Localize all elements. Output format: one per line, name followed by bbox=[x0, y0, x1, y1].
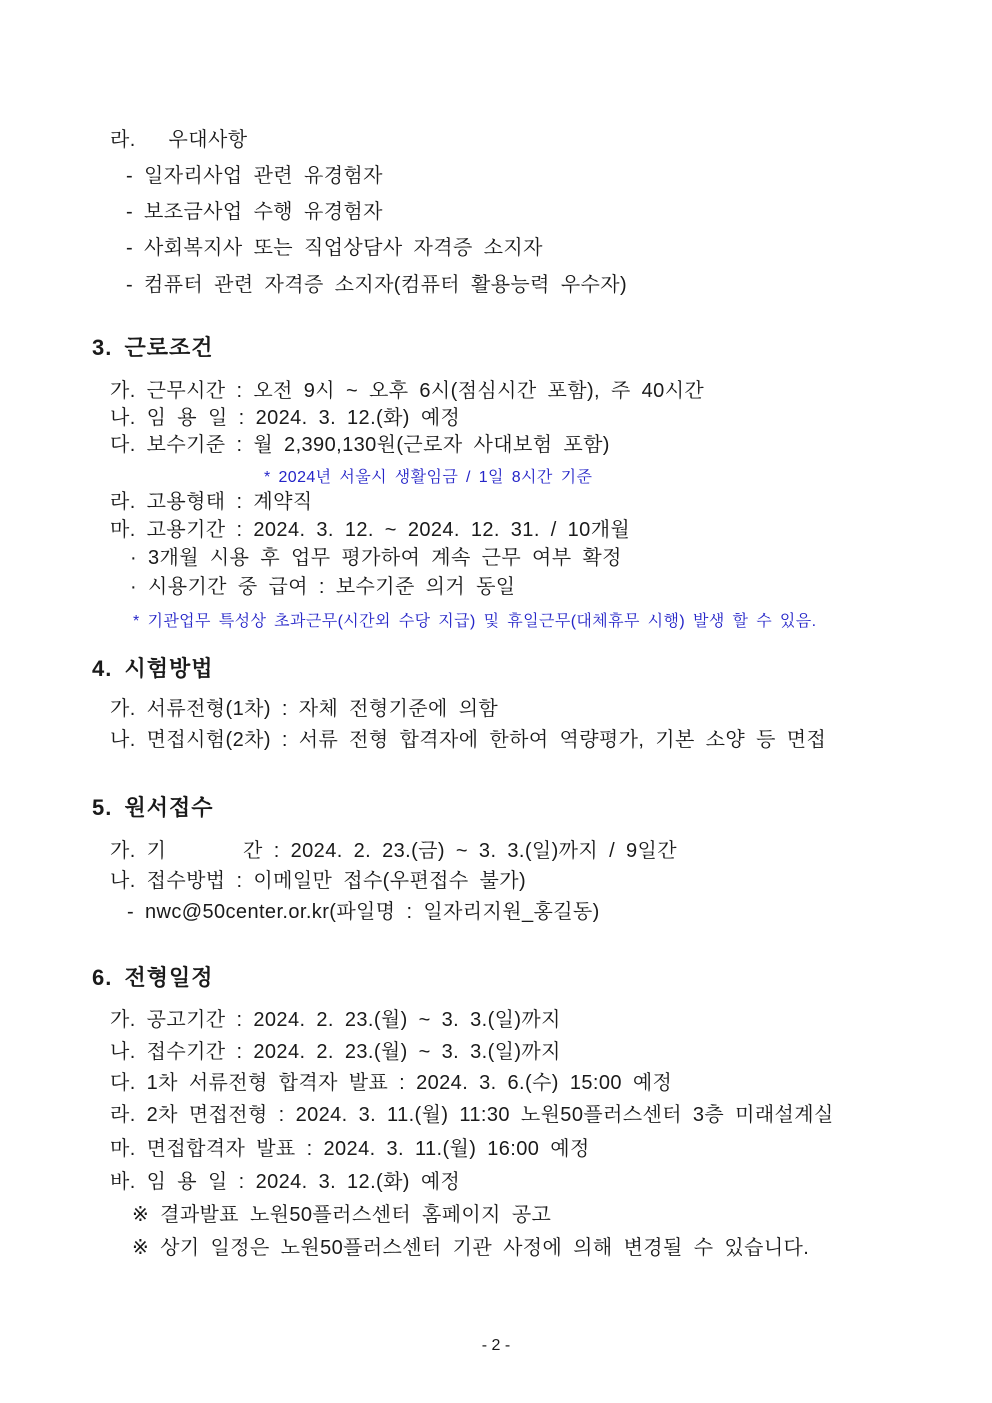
interview-pass-announcement-line: 마. 면접합격자 발표 : 2024. 3. 11.(월) 16:00 예정 bbox=[110, 1138, 590, 1160]
application-period-line: 가. 기 간 : 2024. 2. 23.(금) ~ 3. 3.(일)까지 / 9일간 bbox=[110, 840, 677, 862]
work-hours-line: 가. 근무시간 : 오전 9시 ~ 오후 6시(점심시간 포함), 주 40시간 bbox=[110, 380, 705, 402]
preferred-item: - 일자리사업 관련 유경험자 bbox=[126, 165, 383, 187]
document-screening-line: 가. 서류전형(1차) : 자체 전형기준에 의함 bbox=[110, 698, 499, 720]
appointment-date-line: 나. 임 용 일 : 2024. 3. 12.(화) 예정 bbox=[110, 407, 461, 429]
preferred-item: - 사회복지사 또는 직업상담사 자격증 소지자 bbox=[126, 237, 543, 259]
preferred-item: - 보조금사업 수행 유경험자 bbox=[126, 201, 383, 223]
result-announcement-note: ※ 결과발표 노원50플러스센터 홈페이지 공고 bbox=[132, 1204, 552, 1226]
preferred-heading: 라. 우대사항 bbox=[110, 129, 248, 151]
appointment-schedule-line: 바. 임 용 일 : 2024. 3. 12.(화) 예정 bbox=[110, 1171, 461, 1193]
interview-line: 나. 면접시험(2차) : 서류 전형 합격자에 한하여 역량평가, 기본 소양 등 면접 bbox=[110, 729, 827, 751]
wage-note: * 2024년 서울시 생활임금 / 1일 8시간 기준 bbox=[264, 469, 593, 486]
schedule-change-note: ※ 상기 일정은 노원50플러스센터 기관 사정에 의해 변경될 수 있습니다. bbox=[132, 1237, 810, 1259]
probation-sub-item: · 3개월 시용 후 업무 평가하여 계속 근무 여부 확정 bbox=[130, 547, 622, 569]
section-heading-working-conditions: 3. 근로조건 bbox=[92, 335, 214, 360]
first-pass-announcement-line: 다. 1차 서류전형 합격자 발표 : 2024. 3. 6.(수) 15:00 예정 bbox=[110, 1072, 673, 1094]
announcement-period-line: 가. 공고기간 : 2024. 2. 23.(월) ~ 3. 3.(일)까지 bbox=[110, 1009, 561, 1031]
probation-pay-sub-item: · 시용기간 중 급여 : 보수기준 의거 동일 bbox=[130, 576, 516, 598]
overtime-note: * 기관업무 특성상 초과근무(시간외 수당 지급) 및 휴일근무(대체휴무 시행) 발생 할 수 있음. bbox=[133, 613, 817, 630]
employment-type-line: 라. 고용형태 : 계약직 bbox=[110, 491, 313, 513]
page-number: - 2 - bbox=[481, 1337, 511, 1354]
section-heading-application: 5. 원서접수 bbox=[92, 795, 214, 820]
application-email-line: - nwc@50center.or.kr(파일명 : 일자리지원_홍길동) bbox=[127, 901, 600, 923]
salary-line: 다. 보수기준 : 월 2,390,130원(근로자 사대보험 포함) bbox=[110, 434, 610, 456]
receipt-period-line: 나. 접수기간 : 2024. 2. 23.(월) ~ 3. 3.(일)까지 bbox=[110, 1041, 561, 1063]
employment-period-line: 마. 고용기간 : 2024. 3. 12. ~ 2024. 12. 31. / 10개월 bbox=[110, 519, 631, 541]
application-method-line: 나. 접수방법 : 이메일만 접수(우편접수 불가) bbox=[110, 870, 527, 892]
interview-schedule-line: 라. 2차 면접전형 : 2024. 3. 11.(월) 11:30 노원50플러스센터 3층 미래설계실 bbox=[110, 1104, 834, 1126]
preferred-item: - 컴퓨터 관련 자격증 소지자(컴퓨터 활용능력 우수자) bbox=[126, 274, 628, 296]
section-heading-exam-method: 4. 시험방법 bbox=[92, 656, 214, 681]
section-heading-schedule: 6. 전형일정 bbox=[92, 965, 214, 990]
